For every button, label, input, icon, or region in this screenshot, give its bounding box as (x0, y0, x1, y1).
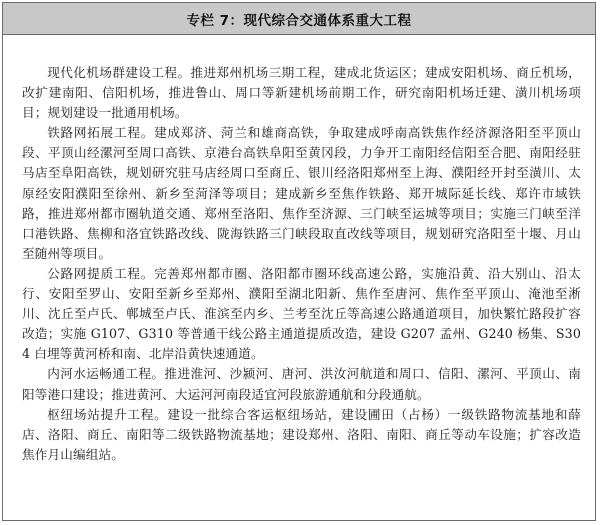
paragraph-airport-cluster: 现代化机场群建设工程。推进郑州机场三期工程，建成北货运区；建成安阳机场、商丘机场，改扩建南阳、信阳机场，推进鲁山、周口等新建机场前期工作，研究南阳机场迁建、潢川机场项目；规划建设一批通用机场。 (22, 65, 581, 121)
box-content (3, 35, 595, 465)
box-header (3, 3, 595, 35)
paragraph-inland-waterway: 内河水运畅通工程。推进淮河、沙颍河、唐河、洪汝河航道和周口、信阳、漯河、平顶山、南阳等港口建设；推进黄河、大运河河南段适宜河段旅游通航和分段通航。 (22, 366, 581, 402)
paragraph-hub-stations: 枢纽场站提升工程。建设一批综合客运枢纽场站，建设圃田（占杨）一级铁路物流基地和薛店、洛阳、商丘、南阳等二级铁路物流基地；建设郑州、洛阳、南阳、商丘等动车设施；扩容改造焦作月山编组站。 (22, 406, 581, 462)
paragraph-railway-network: 铁路网拓展工程。建成郑济、菏兰和雄商高铁，争取建成呼南高铁焦作经济源洛阳至平顶山段、平顶山经漯河至周口高铁、京港台高铁阜阳至黄冈段，力争开工南阳经信阳至合肥、南阳经驻马店至阜阳高铁，规划研究驻马店经周口至商丘、银川经洛阳郑州至上海、濮阳经开封至潢川、太原经安阳濮阳至徐州、新乡至菏泽等项目；建成新乡至焦作铁路、郑开城际延长线、郑许市域铁路，推进郑州都市圈轨道交通、郑州至洛阳、焦作至济源、三门峡至运城等项目；实施三门峡至洋口港铁路、焦柳和洛宜铁路改线、陇海铁路三门峡段取直改线等项目，规划研究洛阳至十堰、月山至随州等项目。 (22, 125, 581, 261)
paragraph-highway-network: 公路网提质工程。完善郑州都市圈、洛阳都市圈环线高速公路，实施沿黄、沿大别山、沿太行、安阳至罗山、安阳至新乡至郑州、濮阳至湖北阳新、焦作至唐河、焦作至平顶山、淹池至淅川、沈丘至卢氏、郸城至卢氏、淮滨至内乡、兰考至沈丘等高速公路通道项目，加快繁忙路段扩容改造；实施 G107、G310 等普通干线公路主通道提质改造，建设 G207 孟州、G240 杨集、S304 白埋等黄河桥和南、北岸沿黄快速通道。 (22, 265, 581, 362)
box-title: 专栏 7：现代综合交通体系重大工程 (186, 12, 412, 29)
feature-box (2, 2, 596, 521)
